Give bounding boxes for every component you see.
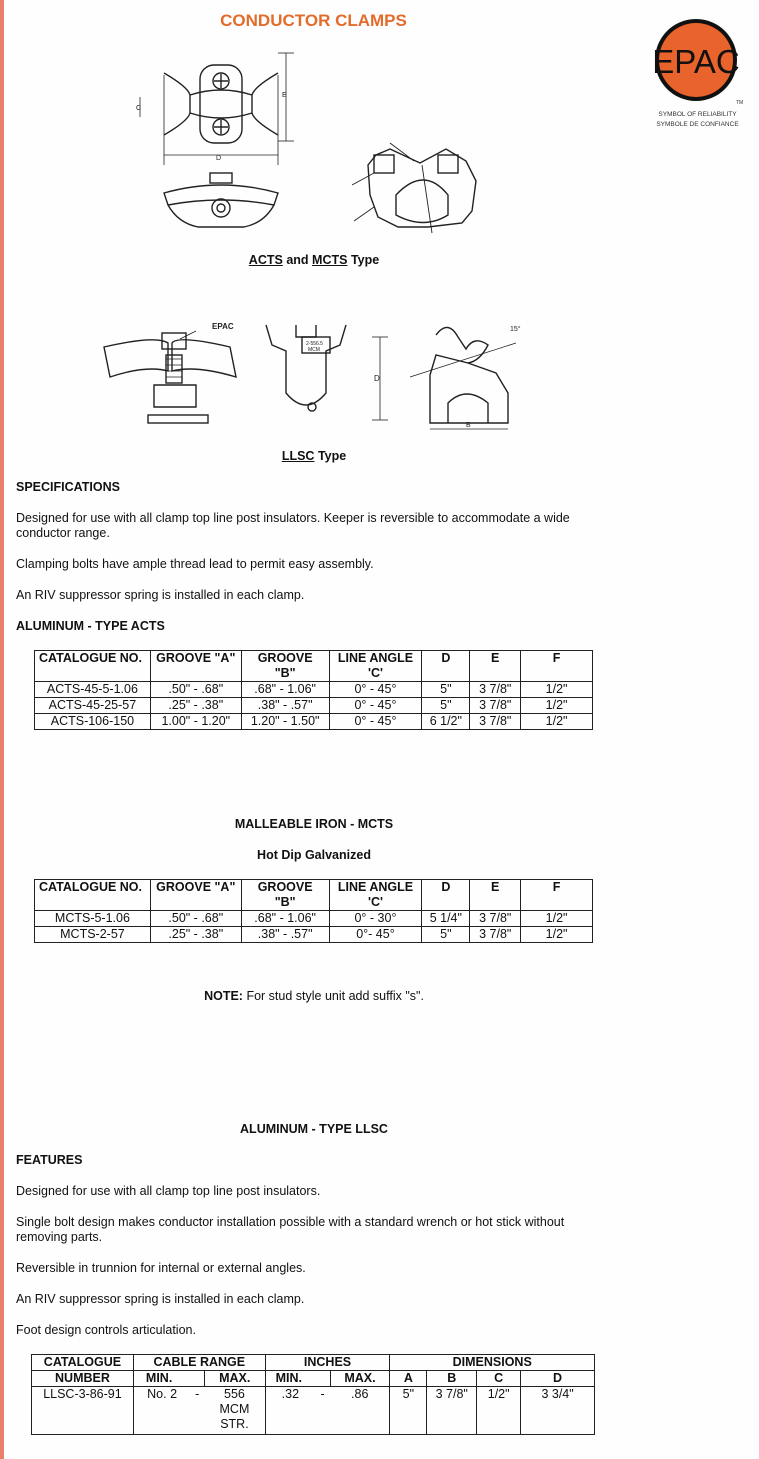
llsc-cell-inches-max: .86 bbox=[330, 1387, 390, 1435]
feature-2-line-2: removing parts. bbox=[16, 1230, 103, 1244]
table-cell: 5 1/4" bbox=[422, 911, 470, 927]
table-cell: 3 7/8" bbox=[470, 927, 521, 943]
mcts-th-e: E bbox=[470, 880, 521, 911]
caption-llsc-link: LLSC bbox=[281, 449, 315, 463]
stud-note bbox=[134, 989, 494, 1004]
acts-heading: ALUMINUM - TYPE ACTS bbox=[16, 619, 165, 633]
table-cell: 1.00" - 1.20" bbox=[150, 714, 241, 730]
table-cell: 5" bbox=[422, 698, 470, 714]
acts-th-d: D bbox=[422, 651, 470, 682]
table-row bbox=[35, 698, 593, 714]
mcts-heading: MALLEABLE IRON - MCTS bbox=[234, 817, 394, 831]
llsc-th-a: A bbox=[390, 1371, 427, 1387]
table-cell: .38" - .57" bbox=[241, 698, 329, 714]
fig2-label-d: D bbox=[374, 374, 380, 383]
table-cell: .25" - .38" bbox=[150, 698, 241, 714]
llsc-th-cable-min: MIN. bbox=[133, 1371, 204, 1387]
page-title: CONDUCTOR CLAMPS bbox=[220, 11, 407, 30]
caption-acts-mcts bbox=[214, 253, 414, 267]
table-cell: 3 7/8" bbox=[470, 682, 521, 698]
table-cell: ACTS-45-25-57 bbox=[35, 698, 151, 714]
table-cell: 1.20" - 1.50" bbox=[241, 714, 329, 730]
mcts-th-d: D bbox=[422, 880, 470, 911]
llsc-cell-dash: - bbox=[315, 1387, 330, 1435]
epac-logo bbox=[650, 18, 745, 129]
spec-paragraph-3: An RIV suppressor spring is installed in each clamp. bbox=[16, 588, 305, 602]
fig2-label-b: B bbox=[466, 422, 471, 429]
llsc-heading: ALUMINUM - TYPE LLSC bbox=[240, 1122, 388, 1136]
mcts-th-line-angle: LINE ANGLE 'C' bbox=[329, 880, 422, 911]
table-row bbox=[35, 682, 593, 698]
epac-logo-mark bbox=[650, 18, 745, 106]
caption-llsc-type: Type bbox=[317, 449, 347, 463]
llsc-th-dimensions: DIMENSIONS bbox=[390, 1355, 595, 1371]
caption-and: and bbox=[286, 253, 309, 267]
logo-tm: TM bbox=[736, 100, 744, 106]
table-cell: ACTS-106-150 bbox=[35, 714, 151, 730]
llsc-th-catalogue: CATALOGUE bbox=[32, 1355, 134, 1371]
acts-table bbox=[34, 650, 593, 730]
table-cell: 5" bbox=[422, 927, 470, 943]
caption-llsc bbox=[214, 449, 414, 463]
acts-th-catalogue: CATALOGUE NO. bbox=[35, 651, 151, 682]
fig2-mcm-value: 2-556.5 bbox=[306, 341, 323, 347]
table-cell: ACTS-45-5-1.06 bbox=[35, 682, 151, 698]
table-cell: .68" - 1.06" bbox=[241, 911, 329, 927]
table-cell: .25" - .38" bbox=[150, 927, 241, 943]
llsc-th-cable-range: CABLE RANGE bbox=[133, 1355, 265, 1371]
caption-acts-link: ACTS bbox=[248, 253, 283, 267]
mcts-th-groove-a: GROOVE "A" bbox=[150, 880, 241, 911]
specifications-heading: SPECIFICATIONS bbox=[16, 480, 120, 494]
feature-5: Foot design controls articulation. bbox=[16, 1323, 196, 1337]
table-cell: 1/2" bbox=[521, 698, 593, 714]
table-cell: 6 1/2" bbox=[422, 714, 470, 730]
spec-paragraph-1-line-2: conductor range. bbox=[16, 526, 110, 540]
mcts-th-f: F bbox=[521, 880, 593, 911]
acts-header-row bbox=[35, 651, 593, 682]
table-cell: 3 7/8" bbox=[470, 911, 521, 927]
mcts-subheading: Hot Dip Galvanized bbox=[257, 848, 371, 862]
llsc-drawing bbox=[96, 315, 528, 440]
table-cell: 5" bbox=[422, 682, 470, 698]
feature-2-line-1: Single bolt design makes conductor installation possible with a standard wrench or hot stick without bbox=[16, 1215, 565, 1229]
llsc-table bbox=[31, 1354, 595, 1435]
llsc-th-b: B bbox=[427, 1371, 477, 1387]
table-cell: 1/2" bbox=[521, 682, 593, 698]
llsc-cell-catalogue: LLSC-3-86-91 bbox=[32, 1387, 134, 1435]
table-cell: 0° - 30° bbox=[329, 911, 422, 927]
table-row bbox=[35, 927, 593, 943]
llsc-cell-cable-max: 556 MCM STR. bbox=[204, 1387, 265, 1435]
spec-paragraph-1-line-1: Designed for use with all clamp top line post insulators. Keeper is reversible to accommodate a wide bbox=[16, 511, 570, 525]
llsc-cell-inches-min: .32 bbox=[265, 1387, 315, 1435]
acts-mcts-drawing bbox=[128, 45, 508, 245]
spec-paragraph-2: Clamping bolts have ample thread lead to permit easy assembly. bbox=[16, 557, 374, 571]
mcts-table bbox=[34, 879, 593, 943]
mcts-th-groove-b: GROOVE "B" bbox=[241, 880, 329, 911]
llsc-cell-dash: - bbox=[190, 1387, 204, 1435]
llsc-cell-b: 3 7/8" bbox=[427, 1387, 477, 1435]
caption-mcts-link: MCTS bbox=[312, 253, 348, 267]
feature-1: Designed for use with all clamp top line post insulators. bbox=[16, 1184, 321, 1198]
llsc-th-inches-min: MIN. bbox=[265, 1371, 330, 1387]
page-edge-stripe bbox=[0, 0, 4, 1459]
note-label: NOTE: bbox=[204, 989, 243, 1003]
llsc-header-row-1 bbox=[32, 1355, 595, 1371]
table-cell: 1/2" bbox=[521, 911, 593, 927]
llsc-th-number: NUMBER bbox=[32, 1371, 134, 1387]
acts-th-groove-a: GROOVE "A" bbox=[150, 651, 241, 682]
table-cell: MCTS-2-57 bbox=[35, 927, 151, 943]
table-row bbox=[35, 911, 593, 927]
feature-3: Reversible in trunnion for internal or external angles. bbox=[16, 1261, 306, 1275]
table-cell: 1/2" bbox=[521, 714, 593, 730]
llsc-cell-c: 1/2" bbox=[477, 1387, 521, 1435]
table-cell: 3 7/8" bbox=[470, 698, 521, 714]
llsc-th-c: C bbox=[477, 1371, 521, 1387]
acts-th-line-angle: LINE ANGLE 'C' bbox=[329, 651, 422, 682]
mcts-header-row bbox=[35, 880, 593, 911]
fig2-epac-label: EPAC bbox=[212, 322, 234, 331]
table-cell: .38" - .57" bbox=[241, 927, 329, 943]
llsc-th-cable-max: MAX. bbox=[204, 1371, 265, 1387]
llsc-header-row-2 bbox=[32, 1371, 595, 1387]
spec-paragraph-1 bbox=[16, 511, 570, 541]
fig2-angle-label: 15° bbox=[510, 326, 521, 333]
logo-tagline-en: SYMBOL OF RELIABILITY bbox=[658, 111, 737, 118]
logo-mark-text: EPAC bbox=[652, 43, 740, 80]
llsc-cell-d: 3 3/4" bbox=[521, 1387, 595, 1435]
note-text: For stud style unit add suffix "s". bbox=[242, 989, 424, 1003]
table-cell: .50" - .68" bbox=[150, 911, 241, 927]
fig1-label-d: D bbox=[216, 155, 222, 162]
llsc-th-inches: INCHES bbox=[265, 1355, 390, 1371]
acts-th-f: F bbox=[521, 651, 593, 682]
feature-2 bbox=[16, 1215, 564, 1245]
llsc-th-inches-max: MAX. bbox=[330, 1371, 390, 1387]
table-row bbox=[35, 714, 593, 730]
caption-type: Type bbox=[350, 253, 380, 267]
llsc-cell-a: 5" bbox=[390, 1387, 427, 1435]
table-cell: 0° - 45° bbox=[329, 714, 422, 730]
table-cell: .50" - .68" bbox=[150, 682, 241, 698]
table-cell: 3 7/8" bbox=[470, 714, 521, 730]
logo-tagline-fr: SYMBOLE DE CONFIANCE bbox=[656, 121, 739, 128]
features-heading: FEATURES bbox=[16, 1153, 83, 1167]
mcts-th-catalogue: CATALOGUE NO. bbox=[35, 880, 151, 911]
llsc-th-d: D bbox=[521, 1371, 595, 1387]
acts-th-groove-b: GROOVE "B" bbox=[241, 651, 329, 682]
table-cell: 0° - 45° bbox=[329, 682, 422, 698]
llsc-cell-cable-min: No. 2 bbox=[133, 1387, 190, 1435]
table-cell: 0°- 45° bbox=[329, 927, 422, 943]
table-cell: 1/2" bbox=[521, 927, 593, 943]
table-cell: .68" - 1.06" bbox=[241, 682, 329, 698]
fig1-label-e: E bbox=[282, 92, 287, 99]
fig1-label-c: C bbox=[136, 105, 142, 112]
table-cell: MCTS-5-1.06 bbox=[35, 911, 151, 927]
feature-4: An RIV suppressor spring is installed in each clamp. bbox=[16, 1292, 305, 1306]
table-row bbox=[32, 1387, 595, 1435]
acts-th-e: E bbox=[470, 651, 521, 682]
table-cell: 0° - 45° bbox=[329, 698, 422, 714]
fig2-mcm-unit: MCM bbox=[308, 347, 320, 353]
